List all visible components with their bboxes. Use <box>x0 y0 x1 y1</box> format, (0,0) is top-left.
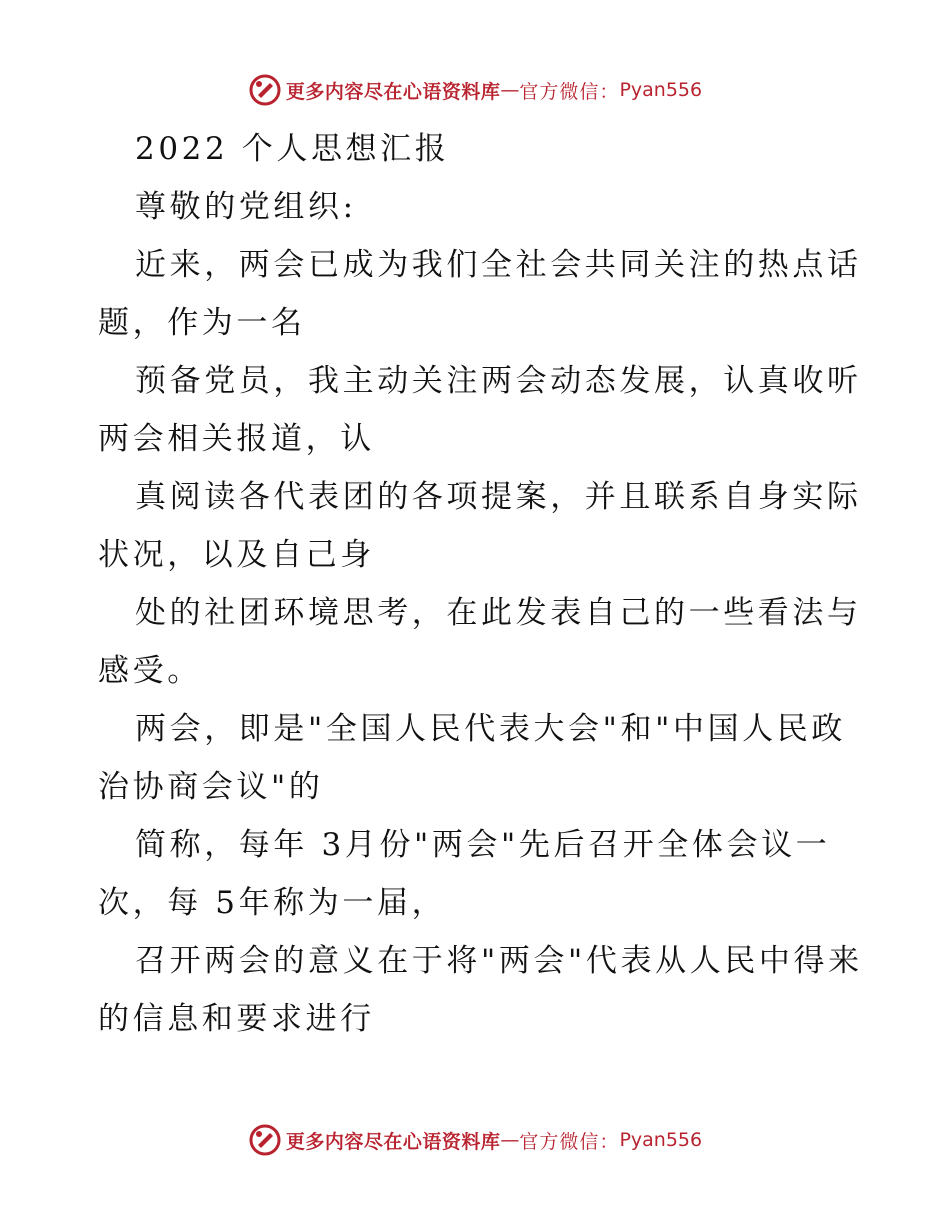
text-line: 2022 个人思想汇报 <box>135 131 450 167</box>
document-body <box>98 120 863 1048</box>
text-line: 处的社团环境思考，在此发表自己的一些看法与 <box>135 595 862 631</box>
text-line: 次，每 5年称为一届， <box>98 885 447 921</box>
footer-watermark <box>0 1120 950 1160</box>
text-line: 治协商会议"的 <box>98 769 324 805</box>
text-line: 两会，即是"全国人民代表大会"和"中国人民政 <box>135 711 846 747</box>
text-line: 近来，两会已成为我们全社会共同关注的热点话 <box>135 247 862 283</box>
watermark-main-text: 更多内容尽在心语资料库 <box>285 80 501 103</box>
text-line: 感受。 <box>98 653 202 689</box>
text-line: 简称，每年 3月份"两会"先后召开全体会议一 <box>135 827 831 863</box>
header-watermark <box>0 70 950 110</box>
text-line: 召开两会的意义在于将"两会"代表从人民中得来 <box>135 943 863 979</box>
text-line: 尊敬的党组织: <box>135 189 357 225</box>
brand-logo-icon <box>248 1123 282 1157</box>
text-line: 预备党员，我主动关注两会动态发展，认真收听 <box>135 363 862 399</box>
watermark-wechat-id: Pyan556 <box>619 1129 703 1151</box>
watermark-dash: — <box>500 1129 520 1151</box>
text-line: 两会相关报道，认 <box>98 421 375 457</box>
text-line: 题，作为一名 <box>98 305 306 341</box>
brand-logo-icon <box>248 73 282 107</box>
watermark-wechat-label: 官方微信： <box>519 1130 620 1153</box>
text-line: 的信息和要求进行 <box>98 1001 375 1037</box>
text-line: 状况，以及自己身 <box>98 537 375 573</box>
watermark-main-text: 更多内容尽在心语资料库 <box>285 1130 501 1153</box>
text-line: 真阅读各代表团的各项提案，并且联系自身实际 <box>135 479 862 515</box>
watermark-wechat-id: Pyan556 <box>619 79 703 101</box>
watermark-dash: — <box>500 79 520 101</box>
watermark-wechat-label: 官方微信： <box>519 80 620 103</box>
